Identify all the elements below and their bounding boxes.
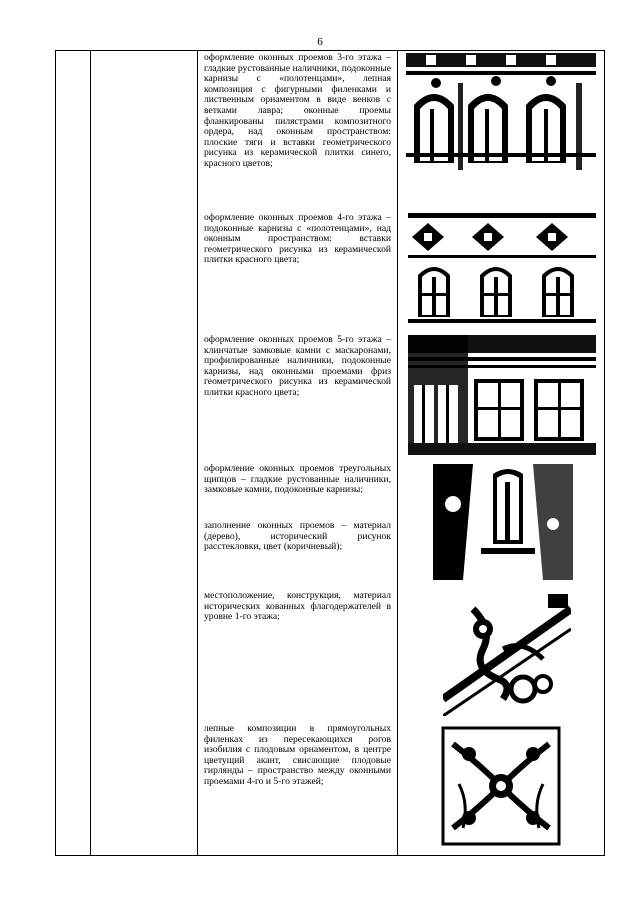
row-text-5th-floor: оформление оконных проемов 5-го этажа – клинчатые замковые камни с маскаронами, профилированные наличники, подоконные карнизы, над оконными проемами фриз геометрического рисунка из керамической плитки красного цвета; bbox=[204, 334, 391, 398]
column-divider bbox=[197, 51, 198, 855]
row-text-4th-floor: оформление оконных проемов 4-го этажа – подоконные карнизы с «полотенцами», над оконным пространством: вставки геометрического рисунка из керамической плитки красного цвета; bbox=[204, 212, 391, 266]
column-divider bbox=[90, 51, 91, 855]
gable-window-photo bbox=[433, 464, 573, 580]
row-text-flag-holders: местоположение, конструкция, материал исторических кованных флагодержателей в уровне 1-го этажа; bbox=[204, 590, 391, 623]
stucco-panel-photo bbox=[439, 724, 563, 848]
facade-5th-floor-windows-photo bbox=[408, 335, 596, 455]
document-table bbox=[55, 50, 605, 856]
page-number: 6 bbox=[317, 36, 323, 48]
facade-4th-floor-windows-photo bbox=[408, 213, 596, 326]
row-text-window-filling: заполнение оконных проемов – материал (дерево), исторический рисунок расстекловки, цвет (коричневый); bbox=[204, 520, 391, 553]
row-text-stucco: лепные композиции в прямоугольных филенках из пересекающихся рогов изобилия с плодовым орнаментом, в центре цветущий акант, свисающие плодовые гирлянды – пространство между оконными проемами 4-го и 5-го этажей; bbox=[204, 723, 391, 787]
column-divider bbox=[397, 51, 398, 855]
facade-3rd-floor-windows-photo bbox=[406, 53, 596, 170]
row-text-gables: оформление оконных проемов треугольных щипцов – гладкие рустованные наличники, замковые камни, подоконные карнизы; bbox=[204, 463, 391, 496]
flag-holder-photo bbox=[443, 589, 571, 716]
row-text-3rd-floor: оформление оконных проемов 3-го этажа – гладкие рустованные наличники, подоконные карнизы с «полотенцами», лепная композиция с фигурными филенками и лиственным орнаментом в виде венков с ветками лавра; оконные проемы фланкированы пилястрами композитного ордера, над оконным пространством: плоские тяги и вставки геометрического рисунка из керамической плитки синего, красного цветов; bbox=[204, 52, 391, 169]
